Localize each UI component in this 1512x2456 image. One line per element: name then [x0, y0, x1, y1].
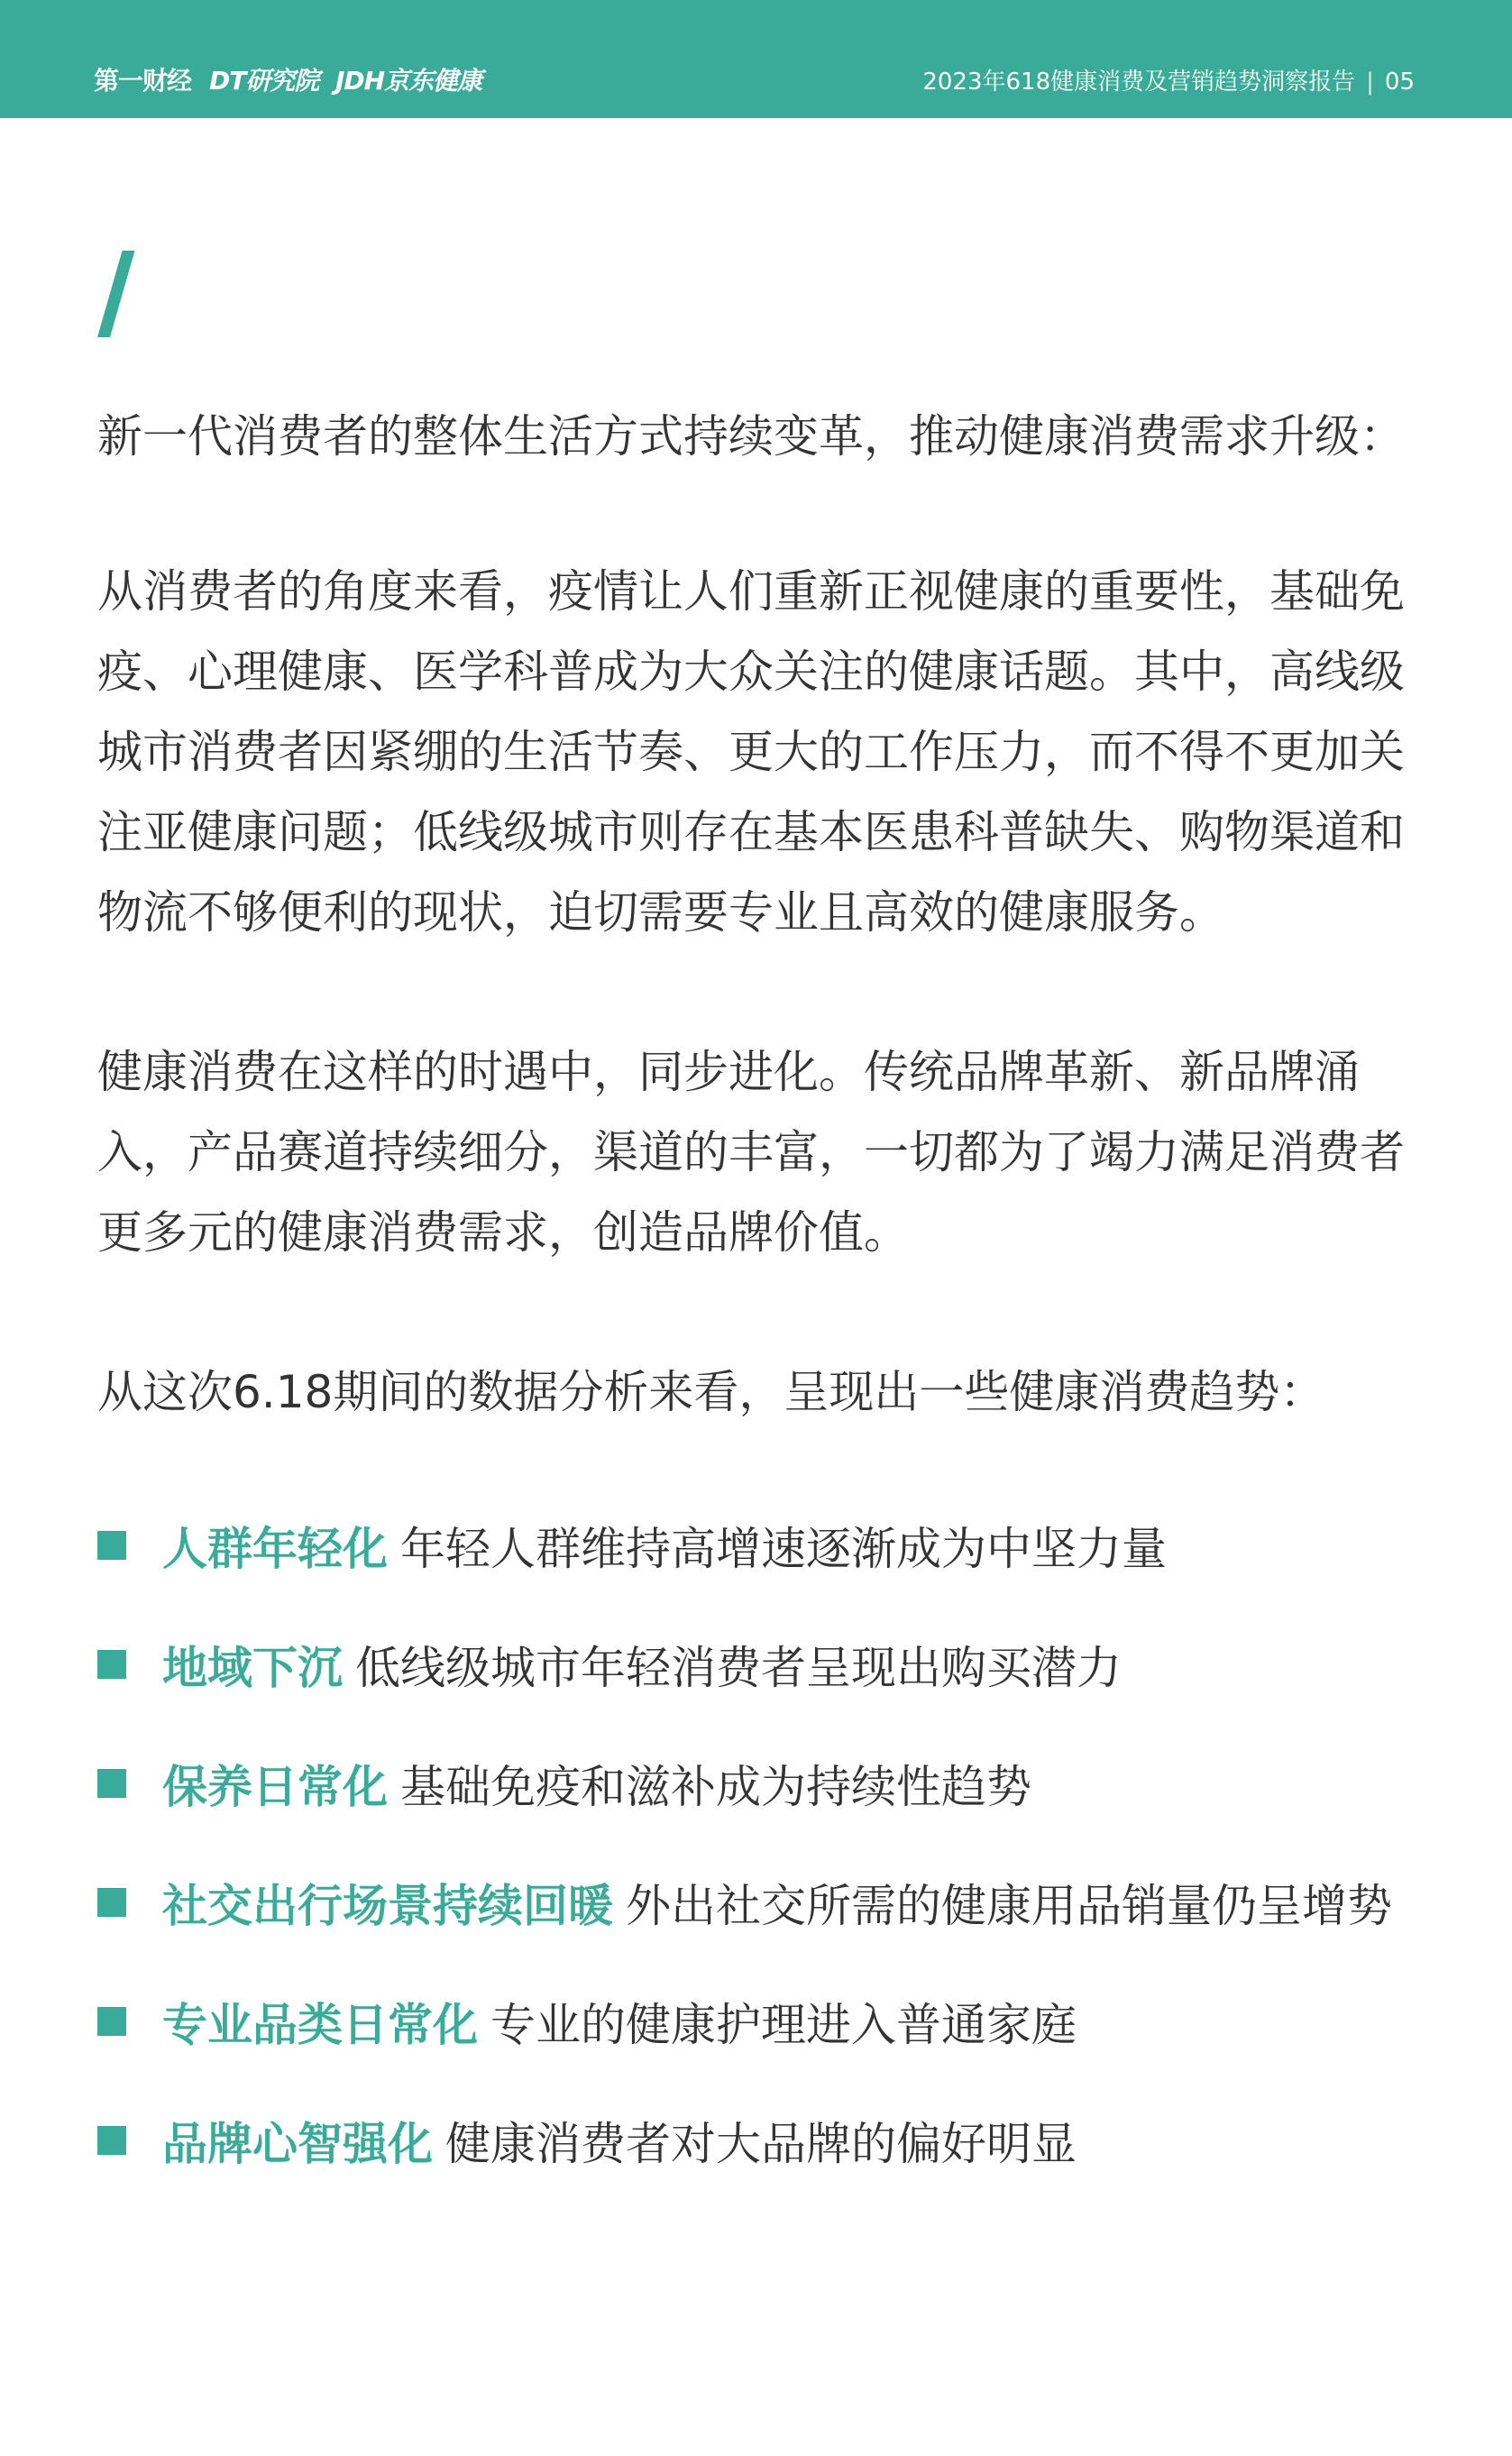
square-bullet-icon — [97, 1888, 126, 1917]
report-title: 2023年618健康消费及营销趋势洞察报告 — [922, 69, 1356, 96]
title-separator: | — [1366, 69, 1374, 96]
trend-item — [97, 1755, 1450, 1812]
yicai-logo: 第一财经 — [94, 66, 192, 96]
trend-item — [97, 1636, 1450, 1693]
trend-title: 专业品类日常化 — [162, 1999, 478, 2051]
report-title-bar — [922, 63, 1415, 96]
square-bullet-icon — [97, 2126, 126, 2155]
trend-lead-paragraph: 从这次6.18期间的数据分析来看，呈现出一些健康消费趋势： — [97, 1366, 1325, 1418]
dt-research-logo: DT研究院 — [209, 66, 319, 96]
trend-description: 专业的健康护理进入普通家庭 — [490, 1999, 1077, 2051]
brand-evolution-paragraph: 健康消费在这样的时遇中，同步进化。传统品牌革新、新品牌涌入，产品赛道持续细分，渠道的丰富，一切都为了竭力满足消费者更多元的健康消费需求，创造品牌价值。 — [97, 1046, 1405, 1259]
intro-paragraph: 新一代消费者的整体生活方式持续变革，推动健康消费需求升级： — [97, 410, 1405, 463]
page-header — [0, 0, 1512, 118]
trend-description: 外出社交所需的健康用品销量仍呈增势 — [626, 1880, 1392, 1932]
trend-description: 低线级城市年轻消费者呈现出购买潜力 — [355, 1642, 1122, 1694]
trend-item — [97, 1874, 1450, 1931]
trend-title: 保养日常化 — [162, 1761, 388, 1813]
trend-description: 年轻人群维持高增速逐渐成为中坚力量 — [400, 1523, 1167, 1575]
page-number: 05 — [1384, 69, 1415, 96]
trend-item — [97, 1993, 1450, 2050]
trend-description: 健康消费者对大品牌的偏好明显 — [445, 2118, 1077, 2170]
trend-title: 人群年轻化 — [162, 1523, 388, 1575]
trend-title: 品牌心智强化 — [162, 2118, 433, 2170]
trend-description: 基础免疫和滋补成为持续性趋势 — [400, 1761, 1031, 1813]
square-bullet-icon — [97, 1769, 126, 1798]
section-slash-mark — [97, 251, 135, 337]
square-bullet-icon — [97, 2007, 126, 2036]
trend-title: 社交出行场景持续回暖 — [162, 1880, 613, 1932]
square-bullet-icon — [97, 1650, 126, 1679]
trend-item — [97, 1517, 1450, 1574]
trend-title: 地域下沉 — [162, 1642, 343, 1694]
jd-health-logo: JDH京东健康 — [335, 66, 482, 96]
trend-item — [97, 2112, 1450, 2169]
square-bullet-icon — [97, 1531, 126, 1560]
consumer-perspective-paragraph: 从消费者的角度来看，疫情让人们重新正视健康的重要性，基础免疫、心理健康、医学科普成为大众关注的健康话题。其中，高线级城市消费者因紧绷的生活节奏、更大的工作压力，而不得不更加关注亚健康问题；低线级城市则存在基本医患科普缺失、购物渠道和物流不够便利的现状，迫切需要专业且高效的健康服务。 — [97, 565, 1405, 939]
